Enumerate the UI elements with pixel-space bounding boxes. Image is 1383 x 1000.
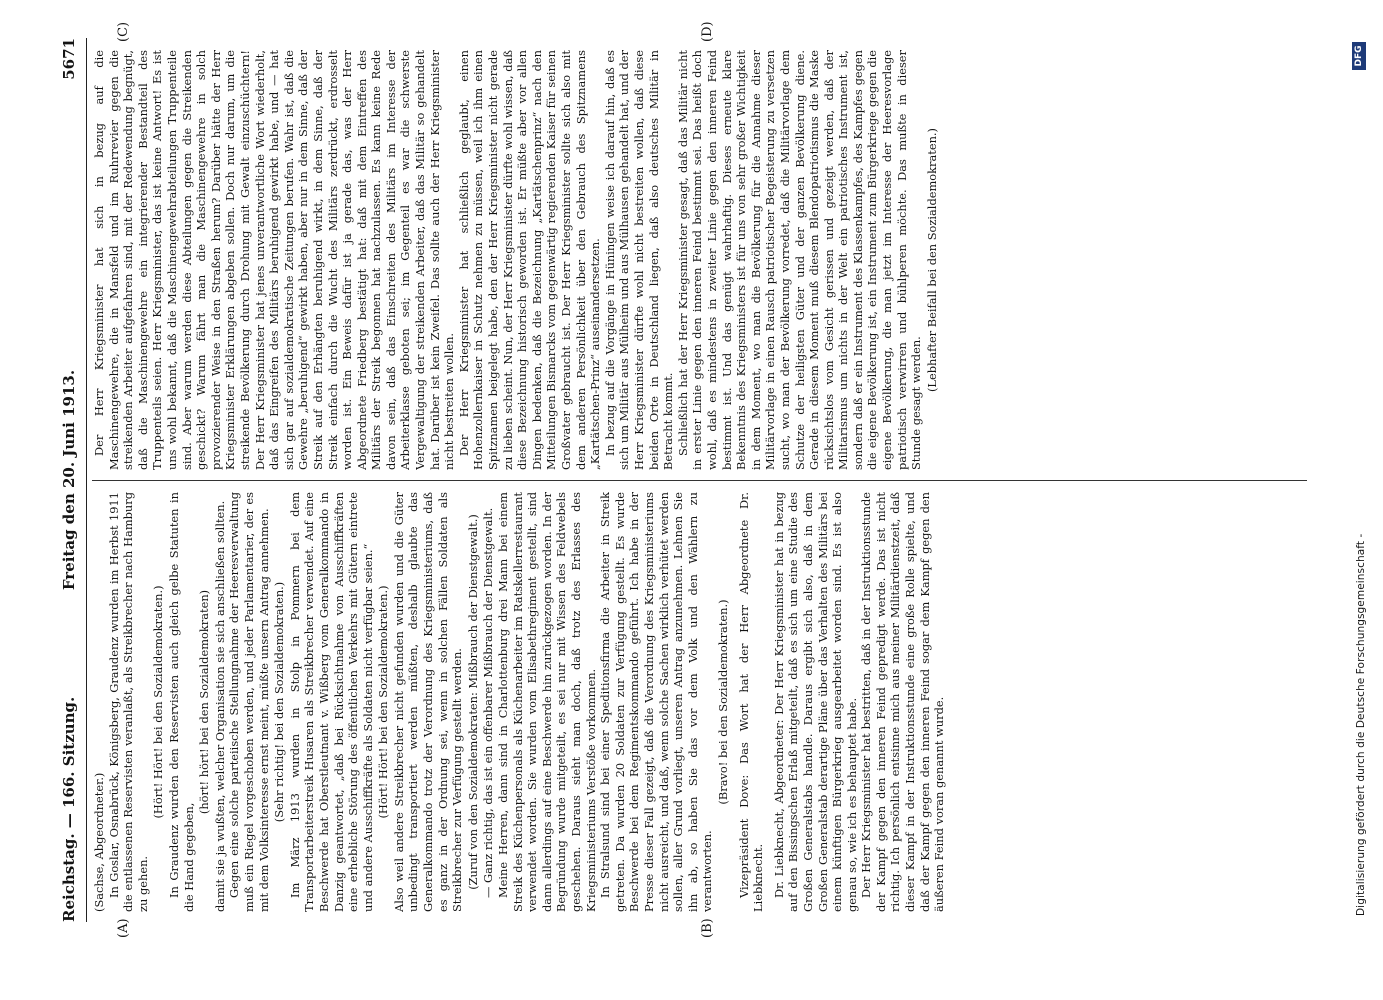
- left-column: [92, 492, 1307, 912]
- left-column-paragraph: In Goslar, Osnabrück, Königsberg, Graudenz wurden im Herbst 1911 die entlassenen Reservisten veranlaßt, als Streikbrecher nach Hamburg zu gehen.: [106, 492, 150, 912]
- left-column-paragraph: (hört! hört! bei den Sozialdemokraten): [197, 589, 212, 815]
- margin-marker-c: (C): [116, 21, 131, 42]
- left-column-paragraph: (Hört! Hört! bei den Sozialdemokraten.): [151, 585, 166, 819]
- right-column-paragraph: Der Herr Kriegsminister hat schließlich geglaubt, einen Hohenzollernkaiser in Schutz nehmen zu müssen, weil ich ihm einen Spitznamen beigelegt habe, den der Herr Kriegsminister nicht gerade zu lieben scheint. Nun, der Herr Kriegsminister dürfte wohl wissen, daß diese Bezeichnung historisch geworden ist. Er müßte aber vor allen Dingen bedenken, daß die Bezeichnung „Kartätschenprinz“ nach den Mitteilungen Bismarcks vom gegenwärtig regierenden Kaiser für seinen Großvater gebraucht ist. Der Herr Kriegsminister sollte sich also mit dem anderen Persönlichkeit über den Gebrauch des Spitznamens „Kartätschen-Prinz“ auseinandersetzen.: [456, 50, 603, 470]
- dfg-logo: DFG: [1352, 42, 1366, 70]
- right-column-paragraph: Schließlich hat der Herr Kriegsminister gesagt, daß das Militär nicht in erster Linie gegen den inneren Feind bestimmt sei. Das heißt doch wohl, daß es mindestens in zweiter Linie gegen den inneren Feind bestimmt ist. Und das genügt wahrhaftig. Dieses erneute klare Bekenntnis des Kriegsministers ist für uns von sehr großer Wichtigkeit in dem Moment, wo man die Bevölkerung für die Annahme dieser Militärvorlage in einen Rausch patriotischer Begeisterung zu versetzen sucht, wo man der Bevölkerung vorredet, daß die Militärvorlage dem Schutze der heiligsten Güter und der ganzen Bevölkerung diene. Gerade in diesem Moment muß diesem Blendopatriotismus die Maske rücksichtslos vom Gesicht gerissen und gezeigt werden, daß der Militarismus um nichts in der Welt ein patriotisches Instrument ist, sondern daß er ein Instrument des Klassenkampfes, des Kampfes gegen die eigene Bevölkerung ist, ein Instrument zum Bürgerkriege gegen die eigene Bevölkerung, die man jetzt im Interesse der Heeresvorlage patriotisch verwirren und bühlperen möchte. Das mußte in dieser Stunde gesagt werden.: [675, 50, 924, 470]
- right-column: [92, 50, 1307, 470]
- left-column-paragraph: Im März 1913 wurden in Stolp in Pommern bei dem Transportarbeiterstreik Husaren als Streikbrecher verwendet. Auf eine Beschwerde hat Oberstleutnant v. Wißberg vom Generalkommando in Danzig geantwortet, „daß bei Rücksichtnahme von Ausschiffkräften eine erhebliche Störung des öffentlichen Verkehrs mit Gütern eintrete und andere Ausschiffkräfte als Soldaten nicht verfügbar seien.“: [287, 492, 375, 912]
- left-column-paragraph: Gegen eine solche parteiische Stellungnahme der Heeresverwaltung muß ein Riegel vorgeschoben werden, und jeder Parlamentarier, der es mit dem Volksinteresse ernst meint, müßte unsern Antrag annehmen.: [227, 492, 271, 912]
- left-column-paragraph: damit sie ja wußten, welcher Organisation sie sich anschließen sollten.: [212, 500, 227, 912]
- margin-marker-a: (A): [116, 918, 131, 938]
- header-left: Reichstag. — 166. Sitzung.: [60, 696, 78, 922]
- right-column-paragraph: In bezug auf die Vorgänge in Hüningen weise ich darauf hin, daß es sich um Militär aus Mülheim und aus Mülhausen gehandelt hat, und der Herr Kriegsminister dürfte wohl nicht bestreiten wollen, daß diese beiden Orte in Deutschland liegen, daß also deutsches Militär in Betracht kommt.: [602, 50, 676, 470]
- page-number: 5671: [60, 38, 78, 80]
- left-column-paragraph: Der Herr Kriegsminister hat bestritten, daß in der Instruktionsstunde der Kampf gegen den inneren Feind gepredigt werde. Das ist nicht richtig. Ich persönlich entsinne mich aus meiner Militärdienstzeit, daß dieser Kampf in der Instruktionsstunde eine große Rolle spielte, und daß der Kampf gegen den inneren Feind sogar dem Kampf gegen den äußeren Feind voran genannt wurde.: [859, 492, 947, 912]
- header-rule: [86, 38, 87, 922]
- column-divider: [92, 480, 1307, 481]
- left-column-paragraph: (Zuruf von den Sozialdemokraten: Mißbrauch der Dienstgewalt.): [465, 514, 480, 890]
- left-column-paragraph: (Sachse, Abgeordneter.): [92, 772, 106, 912]
- left-column-paragraph: — Ganz richtig, das ist ein offenbarer Mißbrauch der Dienstgewalt.: [481, 507, 496, 898]
- left-column-paragraph: (Sehr richtig! bei den Sozialdemokraten.): [272, 581, 287, 823]
- left-column-paragraph: Vizepräsident Dove: Das Wort hat der Herr Abgeordnete Dr. Liebknecht.: [736, 492, 766, 912]
- right-column-paragraph: (Lebhafter Beifall bei den Sozialdemokraten.): [924, 128, 939, 393]
- left-column-paragraph: In Stralsund sind bei einer Speditionsfirma die Arbeiter in Streik getreten. Da wurden 20 Soldaten zur Verfügung gestellt. Es wurde Beschwerde bei dem Regimentskommando geführt. Ich habe in der Presse dieser Fall gezeigt, daß die Verordnung des Kriegsministeriums nicht ausreicht, und daß, wenn solche Sachen wirklich verhütet werden sollen, aller Grund vorliegt, unseren Antrag anzunehmen. Lehnen Sie ihn ab, so haben Sie das vor dem Volk und den Wählern zu verantworten.: [598, 492, 715, 912]
- left-column-paragraph: In Graudenz wurden den Reservisten auch gleich gelbe Statuten in die Hand gegeben,: [166, 492, 196, 912]
- left-column-paragraph: Also weil andere Streikbrecher nicht gefunden wurden und die Güter unbedingt transportiert werden müßten, deshalb glaubte das Generalkommando trotz der Verordnung des Kriegsministeriums, daß es ganz in der Ordnung sei, wenn in solchen Fällen Soldaten als Streikbrecher zur Verfügung gestellt werden.: [391, 492, 465, 912]
- digitization-credit: Digitalisierung gefördert durch die Deutsche Forschungsgemeinschaft -: [1355, 533, 1367, 916]
- left-column-paragraph: Dr. Liebknecht, Abgeordneter: Der Herr Kriegsminister hat in bezug auf den Bissingschen Erlaß mitgeteilt, daß es sich um eine Studie des Großen Generalstabs handle. Daraus ergibt sich also, daß in dem Großen Generalstab derartige Pläne über das Verhalten des Militärs bei einem künftigen Bürgerkrieg ausgearbeitet worden sind. Es ist also genau so, wie ich es behauptet habe.: [771, 492, 859, 912]
- margin-marker-b: (B): [700, 918, 715, 938]
- margin-marker-d: (D): [700, 21, 715, 42]
- left-column-paragraph: Meine Herren, dann sind in Charlottenburg drei Mann bei einem Streik des Küchenpersonals als Küchenarbeiter im Ratskellerrestaurant verwendet worden. Sie wurden vom Elisabethregiment gestellt, sind dann allerdings auf eine Beschwerde hin zurückgezogen worden. In der Begründung wurde mitgeteilt, es sei nur mit Wissen des Feldwebels geschehen. Daraus sieht man doch, daß trotz des Erlasses des Kriegsministeriums Verstöße vorkommen.: [496, 492, 598, 912]
- right-column-paragraph: Der Herr Kriegsminister hat sich in bezug auf die Maschinengewehre, die in Mansfeld und im Ruhrrevier gegen die streikenden Arbeiter aufgefahren sind, mit der Redewendung begnügt, daß die Maschinengewehre ein integrierender Bestandteil des Truppenteils seien. Herr Kriegsminister, das ist keine Antwort! Es ist uns wohl bekannt, daß die Maschinengewehrabteilungen Truppenteile sind. Aber warum werden diese Abteilungen gegen die Streikenden geschickt? Warum fährt man die Maschinengewehre in solch provozierender Weise in den Straßen herum? Darüber hätte der Herr Kriegsminister Erklärungen abgeben sollen. Doch nur darum, um die streikende Bevölkerung durch Drohung mit Gewalt einzuschüchtern! Der Herr Kriegsminister hat jenes unverantwortliche Wort wiederholt, daß das Eingreifen des Militärs beruhigend gewirkt habe, und — hat sich gar auf sozialdemokratische Zeitungen berufen. Wahr ist, daß die Gewehre „beruhigend“ gewirkt haben, aber nur in dem Sinne, daß der Streik auf den Erhängten beruhigend wirkt, in dem Sinne, daß der Streik einfach durch die Wucht des Militärs zerdrückt, erdrosselt worden ist. Ein Beweis dafür ist ja gerade das, was der Herr Abgeordnete Friedberg bestätigt hat: daß mit dem Eintreffen des Militärs der Streik begonnen hat nachzulassen. Es kann keine Rede davon sein, daß das Einschreiten des Militärs im Interesse der Arbeiterklasse geboten sei; im Gegenteil es war die schwerste Vergewaltigung der streikenden Arbeiter, daß das Militär so gehandelt hat. Darüber ist kein Zweifel. Das sollte auch der Herr Kriegsminister nicht bestreiten wollen.: [92, 50, 457, 470]
- left-column-paragraph: (Bravo! bei den Sozialdemokraten.): [715, 599, 730, 805]
- header-date: Freitag den 20. Juni 1913.: [60, 369, 78, 591]
- page-header: [60, 38, 82, 922]
- left-column-paragraph: (Hört! Hört! bei den Sozialdemokraten.): [376, 585, 391, 819]
